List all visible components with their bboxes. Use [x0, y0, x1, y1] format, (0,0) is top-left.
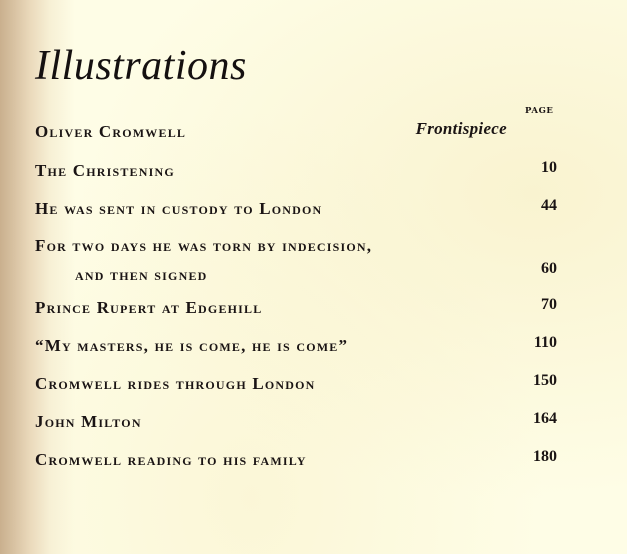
entry-title-line1: For two days he was torn by indecision,	[35, 236, 373, 255]
illustration-entry	[35, 119, 557, 142]
illustration-entry	[35, 199, 557, 219]
illustration-entry	[35, 374, 557, 394]
entry-title: “My masters, he is come, he is come”	[35, 336, 349, 355]
illustration-entry	[35, 336, 557, 356]
entry-page: 70	[541, 296, 557, 313]
illustration-entry	[35, 298, 557, 318]
entry-page: 44	[541, 197, 557, 214]
entry-title: Prince Rupert at Edgehill	[35, 298, 263, 317]
illustration-entry	[35, 412, 557, 432]
entry-title-line2: and then signed	[75, 265, 208, 284]
illustration-entry	[35, 236, 557, 285]
entry-page: Frontispiece	[415, 119, 507, 138]
entry-title: John Milton	[35, 412, 142, 431]
entry-page: 110	[533, 334, 557, 351]
entry-page: 164	[533, 410, 557, 427]
entry-title: Cromwell rides through London	[35, 374, 316, 393]
page-title: Illustrations	[35, 43, 247, 89]
illustration-entry	[35, 450, 557, 470]
entry-page: 60	[541, 260, 557, 277]
entry-page: 150	[533, 372, 557, 389]
entry-title: Cromwell reading to his family	[35, 450, 307, 469]
entry-page: 10	[541, 159, 557, 176]
page-column-header: PAGE	[525, 106, 554, 116]
entry-page: 180	[533, 448, 557, 465]
entry-title: Oliver Cromwell	[35, 122, 187, 141]
illustration-entry	[35, 161, 557, 181]
entry-title: The Christening	[35, 161, 175, 180]
entry-title: He was sent in custody to London	[35, 199, 323, 218]
